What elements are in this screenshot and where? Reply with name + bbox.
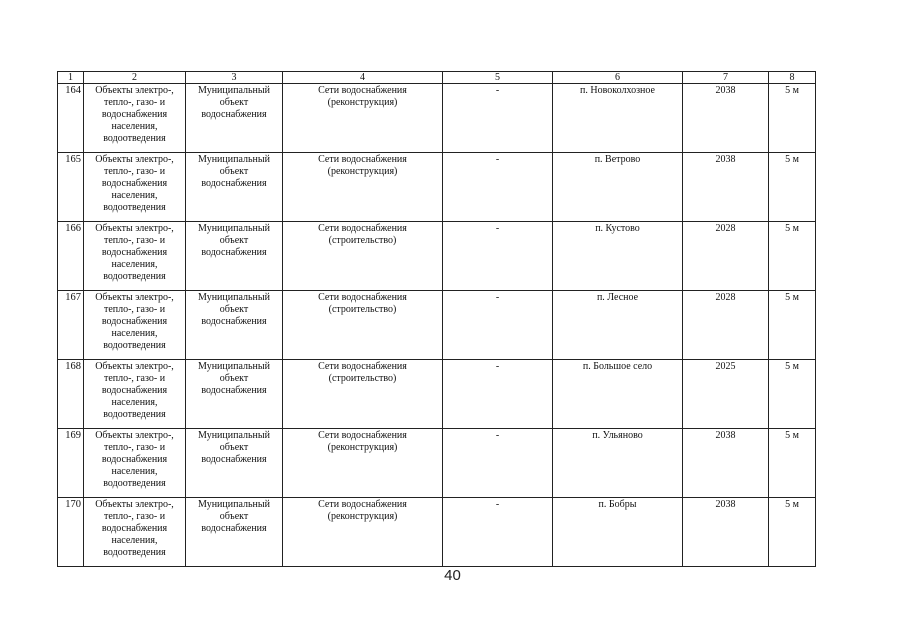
zone-cell: 5 м <box>769 222 816 291</box>
zone-cell: 5 м <box>769 360 816 429</box>
column-5-cell: - <box>443 291 553 360</box>
location-cell: п. Ульяново <box>553 429 683 498</box>
object-type-cell: Объекты электро-, тепло-, газо- и водоснабжения населения, водоотведения <box>84 222 186 291</box>
zone-cell: 5 м <box>769 498 816 567</box>
object-type-cell: Объекты электро-, тепло-, газо- и водоснабжения населения, водоотведения <box>84 153 186 222</box>
purpose-cell: Сети водоснабжения (строительство) <box>283 360 443 429</box>
objects-table <box>57 71 816 567</box>
object-type-cell: Объекты электро-, тепло-, газо- и водоснабжения населения, водоотведения <box>84 84 186 153</box>
year-cell: 2038 <box>683 429 769 498</box>
column-5-cell: - <box>443 360 553 429</box>
table-row <box>58 153 816 222</box>
category-cell: Муниципальный объект водоснабжения <box>186 84 283 153</box>
column-5-cell: - <box>443 429 553 498</box>
column-header-8: 8 <box>769 72 816 84</box>
purpose-cell: Сети водоснабжения (реконструкция) <box>283 153 443 222</box>
zone-cell: 5 м <box>769 84 816 153</box>
year-cell: 2038 <box>683 498 769 567</box>
page-number: 40 <box>444 567 461 584</box>
purpose-cell: Сети водоснабжения (строительство) <box>283 291 443 360</box>
object-type-cell: Объекты электро-, тепло-, газо- и водоснабжения населения, водоотведения <box>84 498 186 567</box>
object-type-cell: Объекты электро-, тепло-, газо- и водоснабжения населения, водоотведения <box>84 291 186 360</box>
category-cell: Муниципальный объект водоснабжения <box>186 291 283 360</box>
column-number-row <box>58 72 816 84</box>
row-number-cell: 165 <box>58 153 84 222</box>
column-5-cell: - <box>443 498 553 567</box>
purpose-cell: Сети водоснабжения (строительство) <box>283 222 443 291</box>
column-header-1: 1 <box>58 72 84 84</box>
row-number-cell: 169 <box>58 429 84 498</box>
column-header-3: 3 <box>186 72 283 84</box>
purpose-cell: Сети водоснабжения (реконструкция) <box>283 498 443 567</box>
location-cell: п. Большое село <box>553 360 683 429</box>
row-number-cell: 164 <box>58 84 84 153</box>
year-cell: 2025 <box>683 360 769 429</box>
table-row <box>58 498 816 567</box>
year-cell: 2028 <box>683 222 769 291</box>
column-header-6: 6 <box>553 72 683 84</box>
purpose-cell: Сети водоснабжения (реконструкция) <box>283 84 443 153</box>
location-cell: п. Лесное <box>553 291 683 360</box>
row-number-cell: 166 <box>58 222 84 291</box>
table-row <box>58 222 816 291</box>
location-cell: п. Кустово <box>553 222 683 291</box>
row-number-cell: 168 <box>58 360 84 429</box>
zone-cell: 5 м <box>769 291 816 360</box>
table-row <box>58 429 816 498</box>
column-header-4: 4 <box>283 72 443 84</box>
object-type-cell: Объекты электро-, тепло-, газо- и водоснабжения населения, водоотведения <box>84 360 186 429</box>
zone-cell: 5 м <box>769 429 816 498</box>
location-cell: п. Новоколхозное <box>553 84 683 153</box>
column-header-2: 2 <box>84 72 186 84</box>
year-cell: 2028 <box>683 291 769 360</box>
category-cell: Муниципальный объект водоснабжения <box>186 360 283 429</box>
category-cell: Муниципальный объект водоснабжения <box>186 429 283 498</box>
table-row <box>58 291 816 360</box>
table-row <box>58 84 816 153</box>
table-row <box>58 360 816 429</box>
category-cell: Муниципальный объект водоснабжения <box>186 153 283 222</box>
row-number-cell: 167 <box>58 291 84 360</box>
category-cell: Муниципальный объект водоснабжения <box>186 222 283 291</box>
table-body <box>58 84 816 567</box>
row-number-cell: 170 <box>58 498 84 567</box>
category-cell: Муниципальный объект водоснабжения <box>186 498 283 567</box>
column-5-cell: - <box>443 222 553 291</box>
zone-cell: 5 м <box>769 153 816 222</box>
column-5-cell: - <box>443 84 553 153</box>
purpose-cell: Сети водоснабжения (реконструкция) <box>283 429 443 498</box>
location-cell: п. Бобры <box>553 498 683 567</box>
column-header-5: 5 <box>443 72 553 84</box>
location-cell: п. Ветрово <box>553 153 683 222</box>
year-cell: 2038 <box>683 153 769 222</box>
year-cell: 2038 <box>683 84 769 153</box>
object-type-cell: Объекты электро-, тепло-, газо- и водоснабжения населения, водоотведения <box>84 429 186 498</box>
column-header-7: 7 <box>683 72 769 84</box>
column-5-cell: - <box>443 153 553 222</box>
